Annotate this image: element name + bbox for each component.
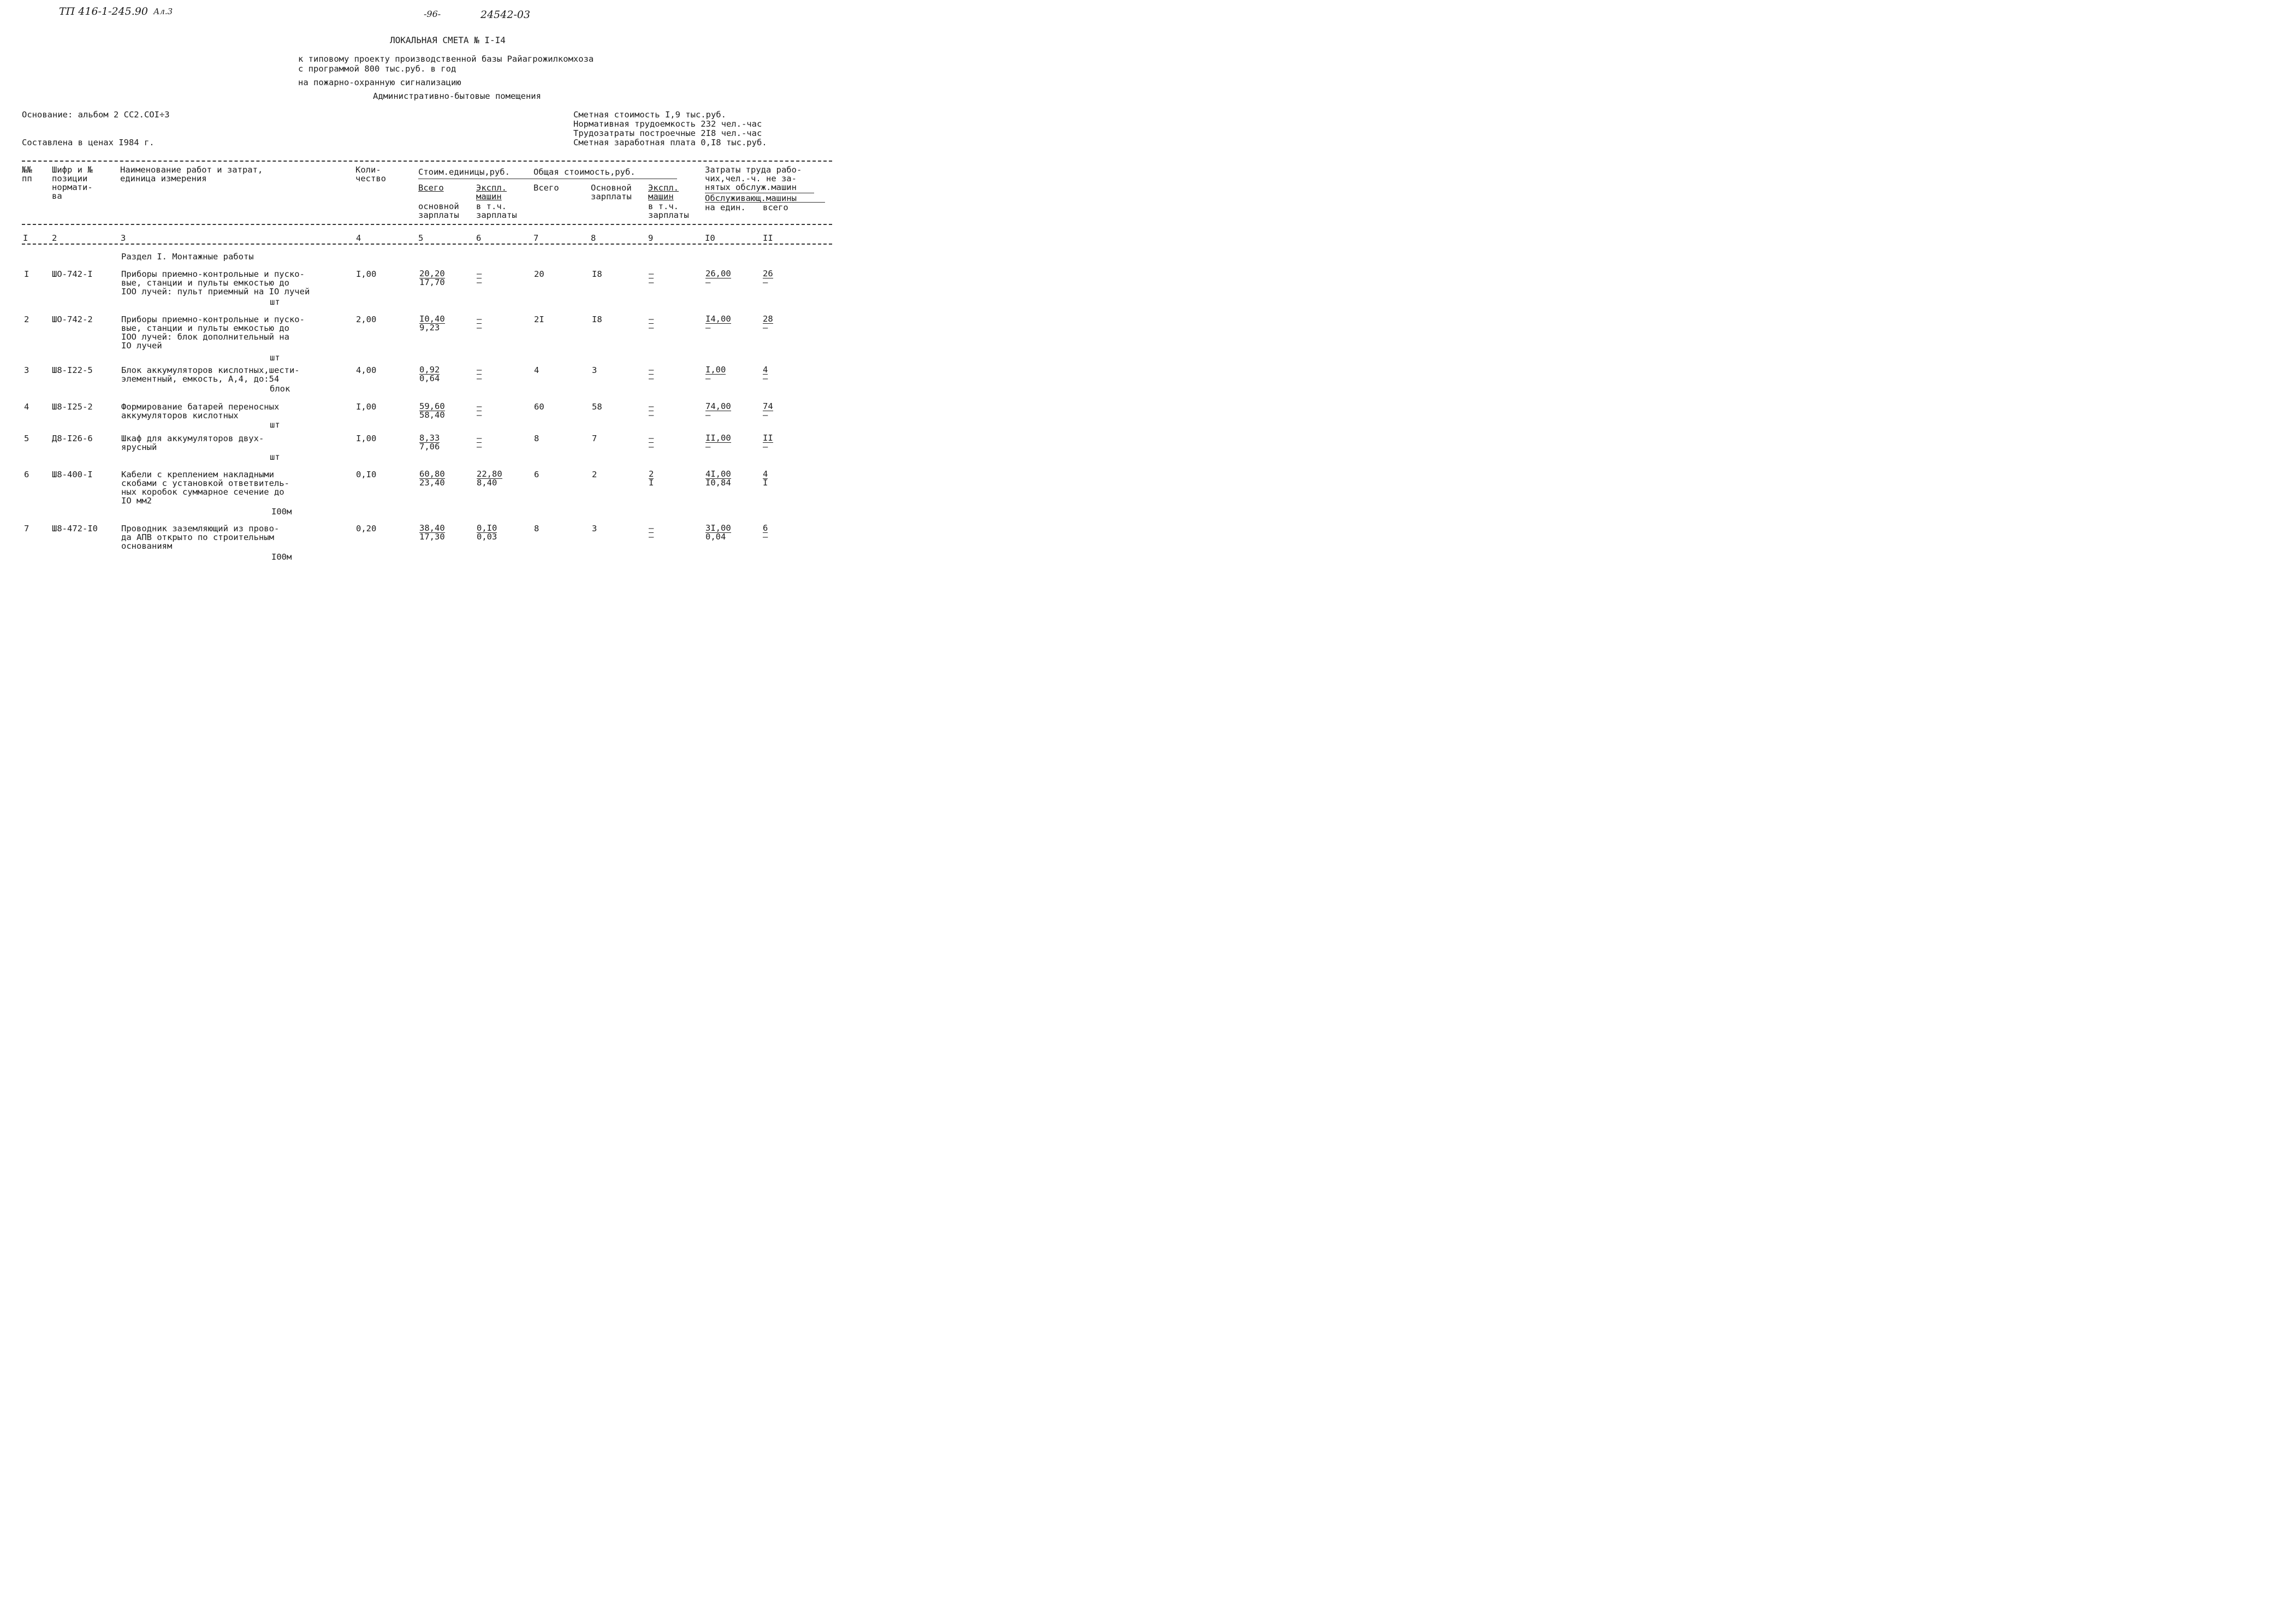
colnum-4: 4 [356, 233, 361, 243]
row-unit-cost-bottom: 0,64 [419, 373, 440, 383]
row-total-machine-top: – [649, 269, 654, 278]
album-number: Ал.3 [153, 7, 173, 16]
row-total-cost: 4 [534, 365, 539, 375]
row-unit: шт [270, 353, 280, 363]
row-name: Формирование батарей переносных аккумуляторов кислотных [121, 402, 280, 420]
row-total-machine [649, 366, 654, 383]
row-number: 5 [24, 434, 29, 443]
col-header-9-top: Экспл. машин [648, 183, 679, 201]
row-unit-cost [419, 270, 445, 287]
row-labor-total-top: 4 [763, 469, 768, 479]
row-labor-unit [705, 402, 731, 419]
row-machine-cost-bottom: – [477, 373, 482, 383]
row-unit-cost-top: 8,33 [419, 433, 440, 443]
row-total-cost: 2I [534, 315, 544, 324]
row-quantity: 2,00 [356, 315, 377, 324]
row-number: 4 [24, 402, 29, 412]
row-quantity: 0,20 [356, 524, 377, 533]
col-header-qty: Коли- чество [355, 165, 386, 183]
row-labor-total-bottom: – [763, 532, 768, 542]
row-unit-cost-top: I0,40 [419, 314, 445, 324]
row-labor-total-top: 74 [763, 401, 773, 411]
row-unit-cost-top: 0,92 [419, 365, 440, 375]
row-code: Ш8-I22-5 [52, 365, 93, 375]
row-labor-unit [705, 366, 726, 383]
row-unit-cost [419, 434, 440, 451]
row-labor-unit-top: 3I,00 [705, 523, 731, 533]
row-total-machine [649, 270, 654, 287]
col-header-11: всего [763, 203, 788, 212]
row-total-wage: I8 [592, 315, 602, 324]
row-labor-total-top: 26 [763, 269, 773, 278]
row-code: ШО-742-2 [52, 315, 93, 324]
page-number: -96- [424, 9, 441, 19]
row-labor-unit-bottom: – [705, 442, 711, 452]
col-header-6-top: Экспл. машин [476, 183, 507, 201]
row-labor-unit [705, 270, 731, 287]
row-name: Кабели с креплением накладными скобами с установкой ответвитель- ных коробок суммарное сечение до IО мм2 [121, 470, 289, 506]
row-quantity: 0,I0 [356, 470, 377, 479]
row-labor-unit-top: 4I,00 [705, 469, 731, 479]
row-total-cost: 6 [534, 470, 539, 479]
document-code: 24542-03 [480, 9, 531, 21]
row-machine-cost-bottom: – [477, 442, 482, 452]
row-total-machine-bottom: I [649, 478, 654, 488]
row-unit-cost [419, 524, 445, 541]
colnum-8: 8 [591, 233, 596, 243]
row-machine-cost [477, 434, 482, 451]
row-labor-total-top: II [763, 433, 773, 443]
row-unit-cost-bottom: 17,30 [419, 532, 445, 542]
colnum-7: 7 [533, 233, 539, 243]
row-machine-cost [477, 270, 482, 287]
row-machine-cost [477, 315, 482, 332]
colnum-3: 3 [121, 233, 126, 243]
row-unit-cost-bottom: 9,23 [419, 323, 440, 333]
row-machine-cost-top: 0,I0 [477, 523, 497, 533]
row-total-machine-top: 2 [649, 469, 654, 479]
header-top-rule [22, 161, 832, 162]
summary-built: Трудозатраты построечные 2I8 чел.-час [573, 128, 762, 138]
row-machine-cost [477, 470, 502, 487]
row-unit-cost-top: 60,80 [419, 469, 445, 479]
col-header-total-cost: Общая стоимость,руб. [533, 167, 636, 177]
row-unit-cost-bottom: 17,70 [419, 277, 445, 287]
row-machine-cost-bottom: – [477, 410, 482, 420]
row-total-machine-bottom: – [649, 532, 654, 542]
row-unit-cost-bottom: 7,06 [419, 442, 440, 452]
row-machine-cost-bottom: – [477, 277, 482, 287]
row-code: Ш8-472-I0 [52, 524, 98, 533]
row-total-machine-top: – [649, 401, 654, 411]
row-machine-cost-bottom: 0,03 [477, 532, 497, 542]
row-labor-total [763, 366, 768, 383]
row-total-machine [649, 434, 654, 451]
row-number: 3 [24, 365, 29, 375]
colnum-11: II [763, 233, 773, 243]
row-machine-cost-top: – [477, 365, 482, 375]
row-total-machine-bottom: – [649, 277, 654, 287]
row-total-cost: 8 [534, 434, 539, 443]
row-unit-cost [419, 402, 445, 419]
row-labor-unit-top: 74,00 [705, 401, 731, 411]
row-labor-unit-top: II,00 [705, 433, 731, 443]
col-header-number: №№ пп [22, 165, 32, 183]
row-machine-cost-top: – [477, 433, 482, 443]
row-total-wage: 2 [592, 470, 597, 479]
row-unit-cost-bottom: 23,40 [419, 478, 445, 488]
row-machine-cost-bottom: – [477, 323, 482, 333]
row-total-cost: 60 [534, 402, 544, 412]
row-unit: шт [270, 420, 280, 430]
row-labor-total-top: 6 [763, 523, 768, 533]
row-total-machine [649, 402, 654, 419]
row-machine-cost-top: – [477, 401, 482, 411]
colnum-2: 2 [52, 233, 57, 243]
row-machine-cost [477, 366, 482, 383]
colnum-1: I [23, 233, 28, 243]
row-unit: блок [270, 384, 290, 394]
row-total-machine [649, 470, 654, 487]
row-total-machine [649, 315, 654, 332]
col-header-8: Основной зарплаты [591, 183, 632, 201]
col-header-10: на един. [705, 203, 746, 212]
row-total-machine-top: – [649, 365, 654, 375]
row-machine-cost [477, 524, 497, 541]
row-unit: I00м [271, 552, 292, 562]
price-level: Составлена в ценах I984 г. [22, 138, 155, 147]
row-labor-total [763, 524, 768, 541]
row-unit-cost [419, 315, 445, 332]
row-labor-total-bottom: – [763, 410, 768, 420]
row-labor-unit [705, 524, 731, 541]
row-total-machine-top: – [649, 314, 654, 324]
col-header-6-bottom: в т.ч. зарплаты [476, 201, 517, 220]
row-machine-cost [477, 402, 482, 419]
col-header-code: Шифр и № позиции нормати- ва [52, 165, 93, 201]
project-code: ТП 416-1-245.90 [59, 5, 148, 17]
row-number: 7 [24, 524, 29, 533]
row-unit-cost [419, 366, 440, 383]
row-total-cost: 20 [534, 269, 544, 279]
row-labor-unit [705, 434, 731, 451]
col-header-5-bottom: основной зарплаты [418, 201, 459, 220]
section-title: Раздел I. Монтажные работы [121, 252, 254, 262]
colnum-rule [22, 244, 832, 245]
row-labor-unit [705, 315, 731, 332]
summary-cost: Сметная стоимость I,9 тыс.руб. [573, 110, 726, 120]
row-number: 6 [24, 470, 29, 479]
summary-labor: Нормативная трудоемкость 232 чел.-час [573, 119, 762, 129]
row-total-machine-top: – [649, 433, 654, 443]
header-bottom-rule [22, 224, 832, 225]
row-labor-unit-top: I4,00 [705, 314, 731, 324]
row-machine-cost-top: – [477, 269, 482, 278]
row-total-machine [649, 524, 654, 541]
row-unit: шт [270, 452, 280, 462]
row-labor-unit-top: 26,00 [705, 269, 731, 278]
row-labor-unit-bottom: 0,04 [705, 532, 726, 542]
row-total-machine-bottom: – [649, 323, 654, 333]
subtitle-line-1: к типовому проекту производственной базы Райагрожилкомхоза [298, 54, 594, 64]
subtitle-line-4: Административно-бытовые помещения [373, 91, 541, 101]
col-header-name: Наименование работ и затрат, единица измерения [120, 165, 263, 183]
row-labor-total-top: 28 [763, 314, 773, 324]
colnum-5: 5 [418, 233, 424, 243]
row-name: Блок аккумуляторов кислотных,шести- элементный, емкость, А,4, до:54 [121, 365, 300, 384]
row-unit-cost-bottom: 58,40 [419, 410, 445, 420]
col-header-9-bottom: в т.ч. зарплаты [648, 201, 689, 220]
col-header-unit-cost: Стоим.единицы,руб. [418, 167, 510, 177]
subtitle-line-2: с программой 800 тыс.руб. в год [298, 64, 456, 74]
row-labor-total [763, 315, 773, 332]
row-labor-total-bottom: – [763, 442, 768, 452]
summary-wage: Сметная заработная плата 0,I8 тыс.руб. [573, 138, 767, 147]
col-header-labor: Затраты труда рабо- чих,чел.-ч. не за- нятых обслуж.машин [705, 165, 802, 192]
row-name: Шкаф для аккумуляторов двух- ярусный [121, 434, 264, 452]
row-total-cost: 8 [534, 524, 539, 533]
row-labor-unit [705, 470, 731, 487]
row-unit-cost-top: 20,20 [419, 269, 445, 278]
row-total-wage: I8 [592, 269, 602, 279]
document-title: ЛОКАЛЬНАЯ СМЕТА № I-I4 [390, 35, 506, 45]
row-unit: шт [270, 297, 280, 307]
row-labor-unit-bottom: – [705, 323, 711, 333]
row-machine-cost-top: – [477, 314, 482, 324]
row-quantity: I,00 [356, 402, 377, 412]
row-code: Д8-I26-6 [52, 434, 93, 443]
row-code: ШО-742-I [52, 269, 93, 279]
row-labor-unit-bottom: – [705, 373, 711, 383]
row-quantity: I,00 [356, 434, 377, 443]
row-labor-total-top: 4 [763, 365, 768, 375]
colnum-6: 6 [476, 233, 482, 243]
row-labor-total-bottom: – [763, 323, 768, 333]
col-header-7: Всего [533, 183, 559, 193]
row-total-machine-bottom: – [649, 442, 654, 452]
row-quantity: I,00 [356, 269, 377, 279]
row-code: Ш8-400-I [52, 470, 93, 479]
row-unit-cost [419, 470, 445, 487]
basis: Основание: альбом 2 СС2.СОI÷3 [22, 110, 170, 120]
col-header-5-top: Всего [418, 183, 444, 193]
row-machine-cost-bottom: 8,40 [477, 478, 497, 488]
row-unit: I00м [271, 507, 292, 517]
row-total-machine-bottom: – [649, 410, 654, 420]
row-machine-cost-top: 22,80 [477, 469, 502, 479]
row-name: Приборы приемно-контрольные и пуско- вые, станции и пульты емкостью до IОО лучей: блок дополнительный на IО лучей [121, 315, 305, 351]
row-code: Ш8-I25-2 [52, 402, 93, 412]
row-labor-total-bottom: – [763, 373, 768, 383]
colnum-10: I0 [705, 233, 715, 243]
row-labor-total [763, 434, 773, 451]
row-labor-unit-bottom: – [705, 410, 711, 420]
row-total-wage: 3 [592, 365, 597, 375]
colnum-9: 9 [648, 233, 654, 243]
row-total-wage: 7 [592, 434, 597, 443]
row-labor-total [763, 470, 768, 487]
row-labor-total [763, 270, 773, 287]
row-labor-total-bottom: I [763, 478, 768, 488]
row-labor-unit-top: I,00 [705, 365, 726, 375]
col-header-labor-machines: Обслуживающ.машины [705, 193, 797, 203]
row-name: Приборы приемно-контрольные и пуско- вые, станции и пульты емкостью до IОО лучей: пульт приемный на IО лучей [121, 269, 310, 296]
row-unit-cost-top: 59,60 [419, 401, 445, 411]
row-quantity: 4,00 [356, 365, 377, 375]
row-total-machine-bottom: – [649, 373, 654, 383]
row-name: Проводник заземляющий из прово- да АПВ открыто по строительным основаниям [121, 524, 280, 551]
row-labor-total-bottom: – [763, 277, 768, 287]
row-number: 2 [24, 315, 29, 324]
row-total-wage: 3 [592, 524, 597, 533]
row-total-machine-top: – [649, 523, 654, 533]
subtitle-line-3: на пожарно-охранную сигнализацию [298, 78, 461, 87]
row-unit-cost-top: 38,40 [419, 523, 445, 533]
row-number: I [24, 269, 29, 279]
row-labor-unit-bottom: – [705, 277, 711, 287]
row-labor-total [763, 402, 773, 419]
row-total-wage: 58 [592, 402, 602, 412]
row-labor-unit-bottom: I0,84 [705, 478, 731, 488]
